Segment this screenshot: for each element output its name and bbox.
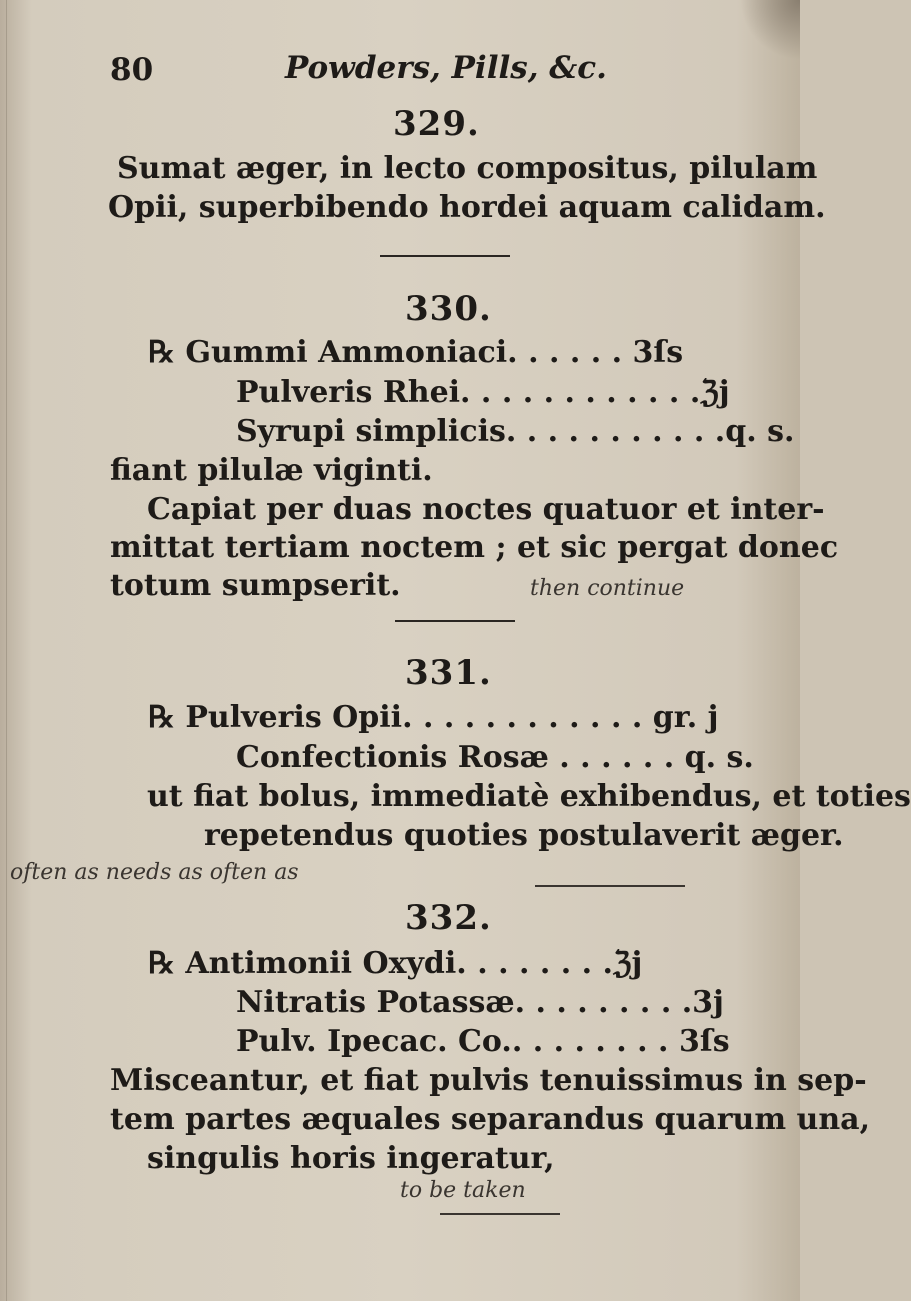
page-corner-shadow [740,0,800,60]
recipe-331-number: 331. [405,653,492,693]
running-title: Powders, Pills, &c. [285,50,607,86]
recipe-329-number: 329. [393,104,480,144]
recipe-332-line-3: singulis horis ingeratur, [147,1141,555,1176]
recipe-329-line-1: Sumat æger, in lecto compositus, pilulam [117,151,818,186]
recipe-331-line-1: ut fiat bolus, immediatè exhibendus, et toties [147,779,911,814]
recipe-332-line-2: tem partes æquales separandus quarum una, [110,1102,871,1137]
recipe-330-ingredient-1: ℞ Gummi Ammoniaci. . . . . . 3ſs [148,335,684,370]
recipe-330-line-2: Capiat per duas noctes quatuor et inter- [147,492,825,527]
page-edge [6,0,7,1301]
recipe-330-ingredient-3: Syrupi simplicis. . . . . . . . . . .q. s. [236,414,795,449]
recipe-331-ingredient-2: Confectionis Rosæ . . . . . . q. s. [236,740,754,775]
recipe-330-number: 330. [405,289,492,329]
handwritten-underline [535,885,685,887]
recipe-331-line-2: repetendus quoties postulaverit æger. [204,818,844,853]
handwritten-annotation-330: then continue [530,576,685,601]
handwritten-annotation-332: to be taken [400,1178,526,1203]
handwritten-annotation-331: often as needs as often as [10,860,299,885]
recipe-330-line-4: totum sumpserit. [110,568,401,603]
recipe-332-ingredient-3: Pulv. Ipecac. Co.. . . . . . . . 3ſs [236,1024,730,1059]
recipe-332-ingredient-1: ℞ Antimonii Oxydi. . . . . . . .ℨj [148,946,643,981]
recipe-332-ingredient-2: Nitratis Potassæ. . . . . . . . .3j [236,985,724,1020]
recipe-330-line-1: fiant pilulæ viginti. [110,453,433,488]
recipe-330-ingredient-2: Pulveris Rhei. . . . . . . . . . . .ℨj [236,375,730,410]
recipe-332-line-1: Misceantur, et fiat pulvis tenuissimus in sep- [110,1063,867,1098]
recipe-329-line-2: Opii, superbibendo hordei aquam calidam. [108,190,826,225]
recipe-332-number: 332. [405,898,492,938]
recipe-331-ingredient-1: ℞ Pulveris Opii. . . . . . . . . . . . gr. j [148,700,719,735]
handwritten-underline [440,1213,560,1215]
separator-rule [380,255,510,257]
separator-rule [395,620,515,622]
recipe-330-line-3: mittat tertiam noctem ; et sic pergat donec [110,530,839,565]
page-number: 80 [110,52,154,88]
